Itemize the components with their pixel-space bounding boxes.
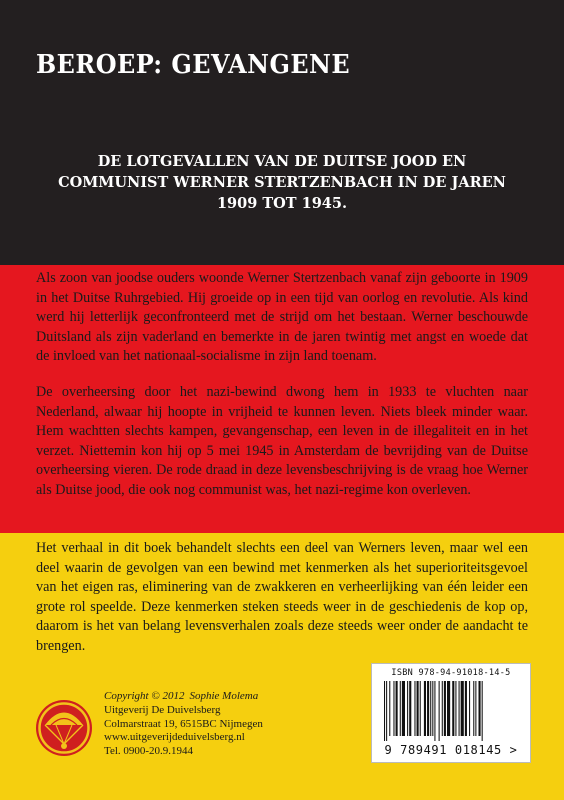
blurb-paragraph-2: De overheersing door het nazi-bewind dwong hem in 1933 te vluchten naar Nederland, alwaar hij hoopte in vrijheid te kunnen leven. Niets bleek minder waar. Hem wachtten slechts kampen, gevangenschap, een leven in de illegaliteit en in het verzet. Niettemin kon hij op 5 mei 1945 in Amsterdam de bevrijding van de Duitse overheersing vieren. De rode draad in deze levensbeschrijving is de vraag hoe Werner als Duitse jood, die ook nog communist was, het nazi-regime kon overleven.	[36, 384, 528, 498]
barcode-bar	[432, 681, 433, 736]
barcode-bar	[461, 681, 464, 736]
publisher-website: www.uitgeverijdeduivelsberg.nl	[104, 731, 245, 744]
barcode-bar	[393, 681, 394, 736]
barcode-bar	[465, 681, 467, 736]
barcode-bar	[420, 681, 421, 736]
publisher-address: Colmarstraat 19, 6515BC Nijmegen	[104, 717, 263, 730]
book-subtitle	[36, 151, 528, 214]
barcode-bar	[430, 681, 431, 736]
barcode-bar	[400, 681, 401, 736]
barcode-bar	[455, 681, 456, 736]
copyright-line	[104, 690, 263, 704]
publisher-phone: Tel. 0900-20.9.1944	[104, 745, 194, 758]
barcode-bar	[442, 681, 443, 736]
copyright-notice: Copyright © 2012	[104, 690, 185, 702]
barcode-bar	[473, 681, 474, 736]
publisher-imprint	[104, 690, 263, 759]
subtitle-line: COMMUNIST WERNER STERTZENBACH IN DE JAREN	[58, 174, 506, 191]
barcode-bar	[482, 681, 483, 741]
barcode-bar	[452, 681, 454, 736]
barcode-icon	[384, 681, 518, 741]
barcode-bar	[417, 681, 419, 736]
barcode-bar	[469, 681, 470, 736]
barcode-bar	[407, 681, 408, 736]
barcode-bar	[434, 681, 435, 741]
publisher-name: Uitgeverij De Duivelsberg	[104, 703, 221, 716]
barcode-bar	[459, 681, 460, 736]
barcode-bar	[427, 681, 429, 736]
barcode-digits: 9 789491 018145 >	[384, 743, 518, 757]
isbn-label: ISBN 978-94-91018-14-5	[391, 668, 511, 678]
barcode-bar	[475, 681, 476, 736]
author-name: Sophie Molema	[189, 690, 259, 702]
barcode-bar	[439, 681, 440, 741]
blurb-paragraph-3: Het verhaal in dit boek behandelt slechts een deel van Werners leven, maar wel een deel waarin de gevolgen van een bewind met kenmerken als het superioriteitsgevoel van het eigen ras, eliminering van de zwakkeren en verheerlijking van één leider een grote rol speelde. Deze kenmerken steken steeds weer in de geschiedenis de kop op, daarom is het van belang levensverhalen zoals deze steeds weer onder de aandacht te brengen.	[36, 540, 528, 654]
barcode-bar	[409, 681, 411, 736]
barcode-bar	[447, 681, 450, 736]
barcode-bar	[479, 681, 481, 736]
blurb-paragraph-1: Als zoon van joodse ouders woonde Werner Stertzenbach vanaf zijn geboorte in 1909 in het Duitse Ruhrgebied. Hij groeide op in een tijd van oorlog en revolutie. Als kind werd hij letterlijk geconfronteerd met de strijd om het bestaan. Werner beschouwde Duitsland als zijn vaderland en bemerkte in de jaren twintig met angst en woede dat de invloed van het nationaal-socialisme in zijn land toenam.	[36, 270, 528, 364]
barcode-bar	[424, 681, 426, 736]
publisher-parachute-logo-icon	[34, 698, 94, 758]
subtitle-line: 1909 TOT 1945.	[216, 195, 348, 212]
black-band	[0, 0, 564, 265]
subtitle-line: DE LOTGEVALLEN VAN DE DUITSE JOOD EN	[97, 153, 467, 170]
barcode-bar	[396, 681, 398, 736]
barcode-bar	[414, 681, 415, 736]
barcode-bar	[402, 681, 405, 736]
book-title: BEROEP: GEVANGENE	[36, 50, 351, 80]
barcode-bar	[386, 681, 387, 741]
barcode-bar	[389, 681, 390, 736]
barcode-bar	[384, 681, 385, 741]
isbn-barcode-box	[371, 663, 531, 763]
barcode-bar	[444, 681, 446, 736]
